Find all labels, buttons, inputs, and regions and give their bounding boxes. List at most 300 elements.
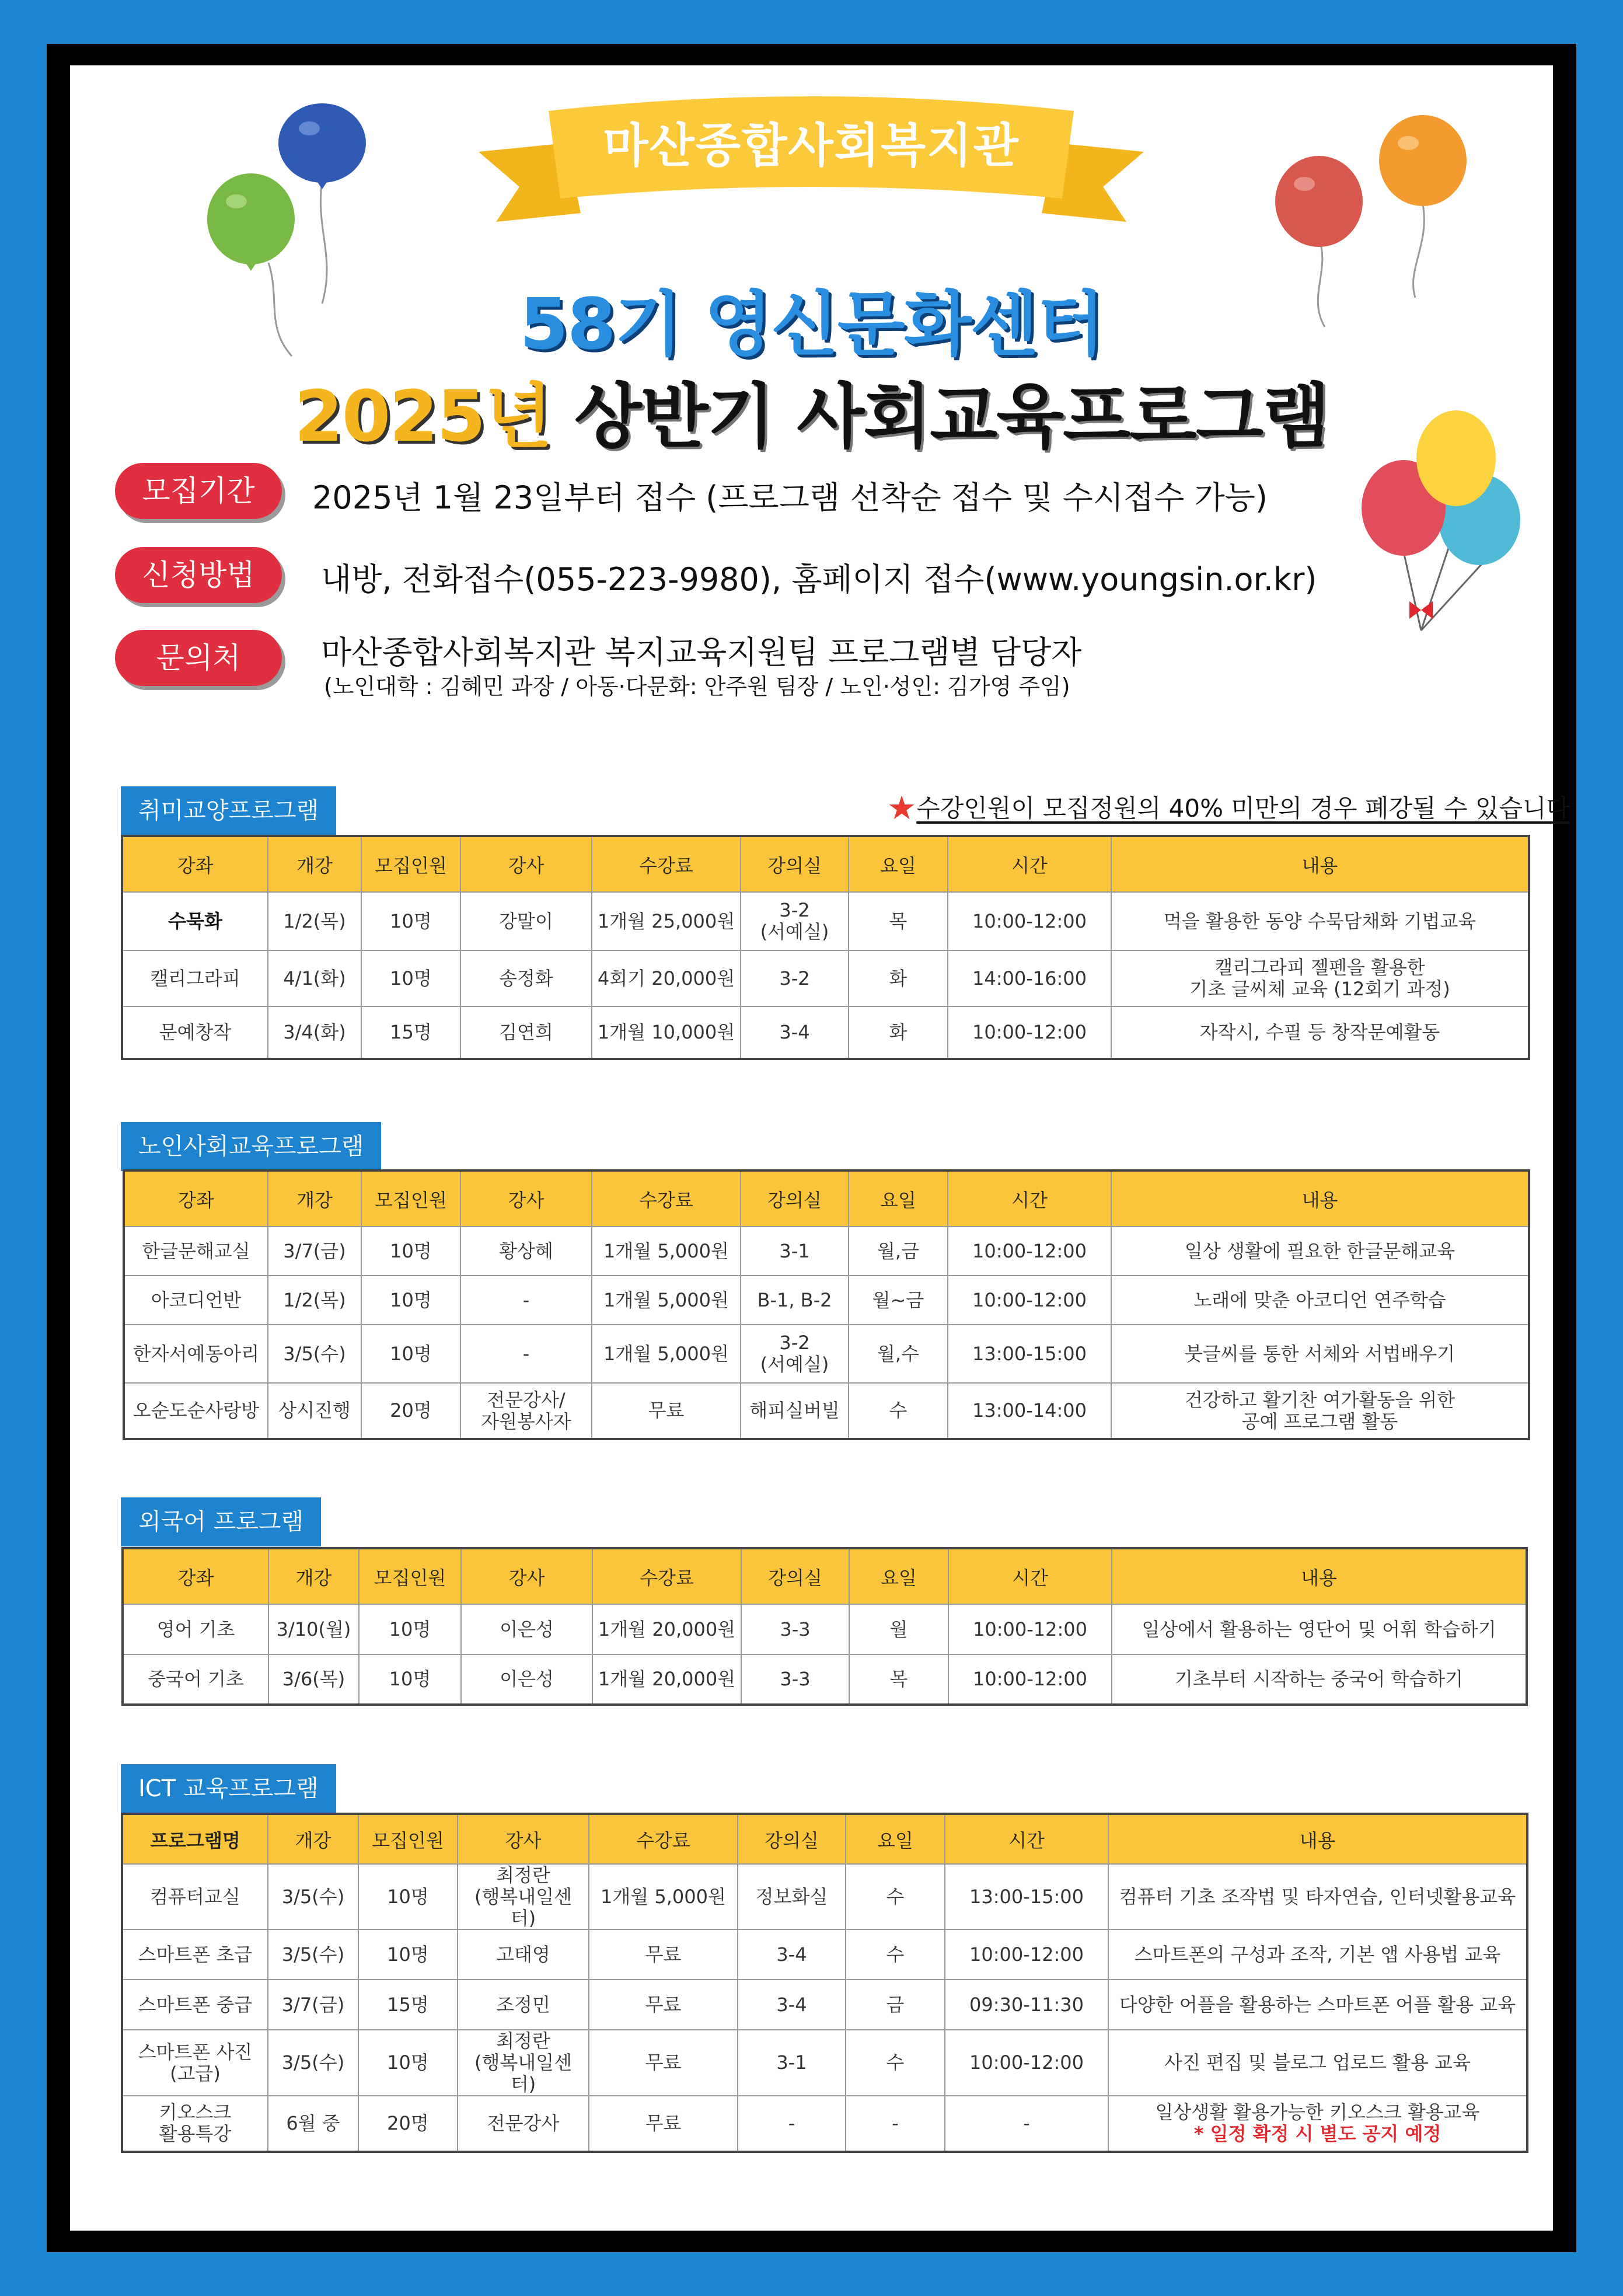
cell-text: 수 <box>886 2051 905 2074</box>
column-header: 강사 <box>460 836 592 892</box>
cell-text: B-1, B-2 <box>757 1288 832 1311</box>
cell-text: 화 <box>889 1021 908 1044</box>
cell-text: 이은성 <box>500 1668 554 1691</box>
table-row <box>122 892 1529 950</box>
contact-text: 마산종합사회복지관 복지교육지원팀 프로그램별 담당자 <box>321 634 1082 671</box>
header-row <box>122 836 1529 892</box>
cell-text: 10명 <box>389 1668 431 1691</box>
table-cell <box>358 2096 458 2152</box>
column-header: 프로그램명 <box>122 1814 268 1864</box>
table-cell <box>948 1383 1111 1439</box>
column-header: 내용 <box>1108 1814 1527 1864</box>
cell-text: 월,수 <box>877 1342 919 1365</box>
cell-text: (고급) <box>170 2062 221 2085</box>
table-cell <box>849 1654 948 1705</box>
cell-text: 김연희 <box>499 1021 553 1044</box>
table-cell <box>849 892 948 950</box>
table-cell <box>846 1980 945 2030</box>
table-cell <box>846 2030 945 2095</box>
table-cell <box>358 1864 458 1929</box>
cell-text: 3/5(수) <box>281 1943 345 1966</box>
column-header: 내용 <box>1111 836 1529 892</box>
table-cell <box>849 1227 948 1276</box>
table-cell <box>592 892 741 950</box>
table-cell <box>268 1227 361 1276</box>
table-cell <box>846 1929 945 1980</box>
column-header: 시간 <box>948 1170 1111 1227</box>
cell-text: 해피실버빌 <box>749 1399 840 1422</box>
table-cell <box>122 1864 268 1929</box>
table-row <box>124 1276 1529 1325</box>
table-cell <box>948 1227 1111 1276</box>
cell-text: 다양한 어플을 활용하는 스마트폰 어플 활용 교육 <box>1119 1993 1516 2016</box>
column-header: 강의실 <box>741 1170 849 1227</box>
table-row <box>122 2096 1527 2152</box>
cell-text: 월~금 <box>872 1288 924 1311</box>
table-cell <box>589 1929 738 1980</box>
header-row <box>124 1170 1529 1227</box>
cell-text: 무료 <box>645 2112 682 2134</box>
cell-text: 공예 프로그램 활동 <box>1241 1410 1398 1433</box>
table-cell <box>741 1227 849 1276</box>
column-header: 강사 <box>458 1814 589 1864</box>
cell-text: 1개월 25,000원 <box>597 910 735 932</box>
table-cell <box>460 950 592 1006</box>
table-cell <box>948 1604 1112 1654</box>
cell-text: 조정민 <box>496 1993 550 2016</box>
cell-text: 황상혜 <box>499 1239 553 1262</box>
table-cell <box>1112 1604 1527 1654</box>
cell-text: 3-1 <box>776 2051 807 2074</box>
pill-contact: 문의처 <box>115 630 282 686</box>
cell-text: 캘리그라피 <box>150 967 240 990</box>
cell-text: 3-4 <box>776 1943 807 1966</box>
cell-text: 3-2 <box>779 1332 810 1354</box>
cell-text: 먹을 활용한 동양 수묵담채화 기법교육 <box>1163 910 1477 932</box>
column-header: 개강 <box>268 1548 359 1604</box>
table-cell <box>589 1980 738 2030</box>
column-header: 내용 <box>1112 1548 1527 1604</box>
cell-text: (행복내일센터) <box>474 2051 573 2095</box>
schedule-footnote: * 일정 확정 시 별도 공지 예정 <box>1193 2123 1441 2145</box>
cell-text: 3-3 <box>780 1668 811 1691</box>
table-cell <box>123 1604 268 1654</box>
cell-text: 영어 기초 <box>156 1618 235 1640</box>
cell-text: - <box>522 1288 530 1311</box>
cell-text: 붓글씨를 통한 서체와 서법배우기 <box>1184 1342 1456 1365</box>
cell-text: 이은성 <box>500 1618 554 1640</box>
section-label-hobby: 취미교양프로그램 <box>121 786 336 835</box>
table-row <box>122 1980 1527 2030</box>
table-cell <box>738 1864 846 1929</box>
cell-text: 월,금 <box>877 1239 919 1262</box>
table-cell <box>122 1006 268 1059</box>
cell-text: 스마트폰의 구성과 조작, 기본 앱 사용법 교육 <box>1134 1943 1501 1966</box>
table-hobby <box>121 835 1530 1060</box>
cell-text: 무료 <box>645 1993 682 2016</box>
table-cell <box>124 1276 268 1325</box>
table-row <box>122 1929 1527 1980</box>
column-header: 모집인원 <box>361 836 460 892</box>
table-cell <box>361 892 460 950</box>
column-header: 강사 <box>460 1170 592 1227</box>
column-header: 모집인원 <box>358 1814 458 1864</box>
cell-text: 건강하고 활기찬 여가활동을 위한 <box>1184 1388 1456 1411</box>
cell-text: 노래에 맞춘 아코디언 연주학습 <box>1193 1288 1446 1311</box>
section-label-senior: 노인사회교육프로그램 <box>121 1122 381 1171</box>
column-header: 강사 <box>461 1548 592 1604</box>
table-cell <box>592 1654 741 1705</box>
cell-text: 사진 편집 및 블로그 업로드 활용 교육 <box>1164 2051 1471 2074</box>
header-row <box>122 1814 1527 1864</box>
cell-text: 10:00-12:00 <box>973 1618 1087 1640</box>
cell-text: 오순도순사랑방 <box>132 1399 260 1422</box>
cell-text: 10명 <box>390 1288 432 1311</box>
table-cell <box>741 892 849 950</box>
table-cell <box>460 1227 592 1276</box>
table-cell <box>592 950 741 1006</box>
cell-text: 수 <box>886 1885 905 1908</box>
column-header: 강의실 <box>738 1814 846 1864</box>
cell-text: 수묵화 <box>168 910 222 932</box>
table-cell <box>358 2030 458 2095</box>
table-cell <box>1111 950 1529 1006</box>
table-cell <box>268 1325 361 1383</box>
cell-text: 전문강사/ <box>487 1388 566 1411</box>
table-cell <box>458 2030 589 2095</box>
table-cell <box>458 1929 589 1980</box>
cell-text: 무료 <box>645 2051 682 2074</box>
cell-text: 스마트폰 중급 <box>138 1993 253 2016</box>
table-cell <box>460 1276 592 1325</box>
cell-text: 15명 <box>387 1993 429 2016</box>
table-cell <box>1108 2096 1527 2152</box>
cell-text: 수 <box>889 1399 908 1422</box>
column-header: 모집인원 <box>359 1548 461 1604</box>
table-cell <box>741 1654 849 1705</box>
column-header: 강좌 <box>124 1170 268 1227</box>
cell-text: - <box>788 2112 795 2134</box>
cell-text: 한글문해교실 <box>142 1239 250 1262</box>
table-cell <box>1111 1325 1529 1383</box>
cell-text: 1개월 20,000원 <box>598 1668 736 1691</box>
table-cell <box>458 1980 589 2030</box>
cell-text: 10명 <box>387 2051 429 2074</box>
cell-text: 6월 중 <box>286 2112 340 2134</box>
column-header: 개강 <box>268 836 361 892</box>
cell-text: 1개월 20,000원 <box>598 1618 736 1640</box>
table-cell <box>268 950 361 1006</box>
cell-text: 10명 <box>390 1239 432 1262</box>
cell-text: 3/7(금) <box>281 1993 345 2016</box>
cell-text: (서예실) <box>760 1353 829 1375</box>
cell-text: 3-2 <box>779 967 810 990</box>
table-cell <box>738 1980 846 2030</box>
table-cell <box>358 1929 458 1980</box>
cell-text: 전문강사 <box>487 2112 560 2134</box>
cell-text: 스마트폰 초급 <box>138 1943 253 1966</box>
table-cell <box>1111 1227 1529 1276</box>
table-cell <box>741 1276 849 1325</box>
table-cell <box>123 1654 268 1705</box>
table-cell <box>592 1227 741 1276</box>
table-cell <box>461 1654 592 1705</box>
table-cell <box>1108 1864 1527 1929</box>
table-cell <box>945 1980 1108 2030</box>
table-cell <box>268 892 361 950</box>
recruit-period-text: 2025년 1월 23일부터 접수 (프로그램 선착순 접수 및 수시접수 가능) <box>312 479 1268 516</box>
cell-text: 강말이 <box>499 910 553 932</box>
cell-text: 활용특강 <box>159 2123 232 2145</box>
cell-text: 10명 <box>390 967 432 990</box>
table-row <box>124 1227 1529 1276</box>
table-cell <box>122 1929 268 1980</box>
cell-text: 목 <box>889 1668 908 1691</box>
closure-notice <box>887 789 1570 827</box>
table-cell <box>458 1864 589 1929</box>
table-cell <box>589 2030 738 2095</box>
cell-text: 4회기 20,000원 <box>597 967 735 990</box>
column-header: 수강료 <box>592 1170 741 1227</box>
table-cell <box>361 1276 460 1325</box>
cell-text: 14:00-16:00 <box>972 967 1087 990</box>
table-cell <box>741 1604 849 1654</box>
cell-text: 10명 <box>387 1885 429 1908</box>
table-ict <box>121 1813 1528 2153</box>
table-cell <box>592 1383 741 1439</box>
table-cell <box>948 892 1111 950</box>
table-cell <box>458 2096 589 2152</box>
table-row <box>122 1006 1529 1059</box>
cell-text: 최정란 <box>496 1864 550 1886</box>
cell-text: 10명 <box>390 1342 432 1365</box>
column-header: 개강 <box>268 1814 358 1864</box>
cell-text: 컴퓨터 기초 조작법 및 타자연습, 인터넷활용교육 <box>1119 1885 1516 1908</box>
table-cell <box>361 1383 460 1439</box>
apply-method-text: 내방, 전화접수(055-223-9980), 홈페이지 접수(www.youngsin.or.kr) <box>321 561 1317 598</box>
cell-text: 월 <box>889 1618 908 1640</box>
table-row <box>123 1654 1527 1705</box>
cell-text: 3/7(금) <box>283 1239 346 1262</box>
column-header: 수강료 <box>592 836 741 892</box>
cell-text: 10:00-12:00 <box>969 1943 1084 1966</box>
table-cell <box>589 2096 738 2152</box>
table-cell <box>460 1006 592 1059</box>
table-cell <box>592 1006 741 1059</box>
cell-text: 20명 <box>390 1399 432 1422</box>
table-row <box>124 1383 1529 1439</box>
column-header: 개강 <box>268 1170 361 1227</box>
cell-text: 3/10(월) <box>276 1618 351 1640</box>
cell-text: 화 <box>889 967 908 990</box>
table-row <box>122 950 1529 1006</box>
title-rest: 상반기 사회교육프로그램 <box>551 377 1329 458</box>
table-cell <box>592 1276 741 1325</box>
table-cell <box>849 1325 948 1383</box>
title-year: 2025년 <box>294 377 552 458</box>
table-cell <box>122 2096 268 2152</box>
cell-text: 3/4(화) <box>283 1021 346 1044</box>
cell-text: 3-4 <box>779 1021 810 1044</box>
column-header: 시간 <box>948 1548 1112 1604</box>
cell-text: - <box>892 2112 899 2134</box>
table-row <box>122 2030 1527 2095</box>
cell-text: 3/5(수) <box>281 1885 345 1908</box>
cell-text: 3-4 <box>776 1993 807 2016</box>
column-header: 요일 <box>849 836 948 892</box>
cell-text: 10명 <box>389 1618 431 1640</box>
table-cell <box>1112 1654 1527 1705</box>
cell-text: 상시진행 <box>278 1399 351 1422</box>
table-cell <box>741 950 849 1006</box>
table-cell <box>361 1006 460 1059</box>
table-cell <box>268 1929 358 1980</box>
table-cell <box>122 950 268 1006</box>
cell-text: 10:00-12:00 <box>972 1239 1087 1262</box>
cell-text: 10:00-12:00 <box>972 1021 1087 1044</box>
table-cell <box>1108 1929 1527 1980</box>
cell-text: 3/6(목) <box>282 1668 345 1691</box>
table-cell <box>592 1325 741 1383</box>
table-cell <box>1108 1980 1527 2030</box>
column-header: 모집인원 <box>361 1170 460 1227</box>
cell-text: 4/1(화) <box>283 967 346 990</box>
cell-text: 무료 <box>648 1399 685 1422</box>
cell-text: 3/5(수) <box>281 2051 345 2074</box>
table-cell <box>948 1276 1111 1325</box>
table-cell <box>948 950 1111 1006</box>
table-cell <box>738 2030 846 2095</box>
cell-text: 자작시, 수필 등 창작문예활동 <box>1199 1021 1440 1044</box>
table-cell <box>948 1325 1111 1383</box>
cell-text: (서예실) <box>760 921 829 943</box>
table-cell <box>589 1864 738 1929</box>
cell-text: 캘리그라피 젤펜을 활용한 <box>1214 956 1425 979</box>
cell-text: 아코디언반 <box>151 1288 242 1311</box>
cell-text: (행복내일센터) <box>474 1885 573 1929</box>
column-header: 강의실 <box>741 836 849 892</box>
cell-text: 10명 <box>390 910 432 932</box>
header-row <box>123 1548 1527 1604</box>
cell-text: 10:00-12:00 <box>972 1288 1087 1311</box>
column-header: 내용 <box>1111 1170 1529 1227</box>
table-cell <box>849 1276 948 1325</box>
cell-text: 기초 글씨체 교육 (12회기 과정) <box>1189 978 1450 1000</box>
table-cell <box>849 950 948 1006</box>
cell-text: 10:00-12:00 <box>973 1668 1087 1691</box>
cell-text: 기초부터 시작하는 중국어 학습하기 <box>1174 1668 1464 1691</box>
cell-text: 10명 <box>387 1943 429 1966</box>
pill-apply-method: 신청방법 <box>115 547 282 603</box>
cell-text: 1개월 5,000원 <box>603 1342 729 1365</box>
cell-text: 정보화실 <box>755 1885 828 1908</box>
cell-text: 3-3 <box>780 1618 811 1640</box>
cell-text: - <box>1023 2112 1030 2134</box>
table-cell <box>361 1325 460 1383</box>
table-row <box>124 1325 1529 1383</box>
contact-sub-text: (노인대학 : 김혜민 과장 / 아동·다문화: 안주원 팀장 / 노인·성인: 김가영 주임) <box>324 674 1070 699</box>
table-cell <box>361 1227 460 1276</box>
cell-text: 13:00-15:00 <box>969 1885 1084 1908</box>
table-cell <box>948 1654 1112 1705</box>
cell-text: 1/2(목) <box>283 1288 346 1311</box>
table-cell <box>361 950 460 1006</box>
cell-text: 한자서예동아리 <box>132 1342 260 1365</box>
cell-text: 10:00-12:00 <box>972 910 1087 932</box>
cell-text: 무료 <box>645 1943 682 1966</box>
table-cell <box>945 2096 1108 2152</box>
table-cell <box>741 1383 849 1439</box>
cell-text: 일상생활 활용가능한 키오스크 활용교육 <box>1155 2101 1480 2124</box>
cell-text: 송정화 <box>499 967 553 990</box>
table-cell <box>738 1929 846 1980</box>
pill-recruit-period: 모집기간 <box>115 463 282 519</box>
cell-text: 금 <box>886 1993 905 2016</box>
table-cell <box>945 2030 1108 2095</box>
table-cell <box>122 2030 268 2095</box>
table-cell <box>268 2030 358 2095</box>
column-header: 요일 <box>846 1814 945 1864</box>
cell-text: 09:30-11:30 <box>969 1993 1084 2016</box>
cell-text: 1개월 5,000원 <box>603 1288 729 1311</box>
table-cell <box>460 1383 592 1439</box>
cell-text: 3-1 <box>779 1239 810 1262</box>
cell-text: 13:00-14:00 <box>972 1399 1087 1422</box>
table-cell <box>846 2096 945 2152</box>
table-cell <box>124 1227 268 1276</box>
table-cell <box>460 1325 592 1383</box>
cell-text: 1개월 5,000원 <box>603 1239 729 1262</box>
table-cell <box>268 1604 359 1654</box>
table-cell <box>1111 1006 1529 1059</box>
section-label-language: 외국어 프로그램 <box>121 1497 321 1546</box>
cell-text: 문예창작 <box>159 1021 232 1044</box>
table-cell <box>268 1276 361 1325</box>
table-cell <box>268 1980 358 2030</box>
column-header: 시간 <box>945 1814 1108 1864</box>
cell-text: 수 <box>886 1943 905 1966</box>
cell-text: 10:00-12:00 <box>969 2051 1084 2074</box>
table-row <box>122 1864 1527 1929</box>
column-header: 시간 <box>948 836 1111 892</box>
column-header: 수강료 <box>589 1814 738 1864</box>
column-header: 강의실 <box>741 1548 849 1604</box>
table-cell <box>849 1604 948 1654</box>
table-language <box>121 1547 1528 1706</box>
cell-text: 3-2 <box>779 899 810 922</box>
table-cell <box>1111 892 1529 950</box>
cell-text: 중국어 기초 <box>148 1668 244 1691</box>
column-header: 강좌 <box>123 1548 268 1604</box>
cell-text: 고태영 <box>496 1943 550 1966</box>
table-cell <box>268 1006 361 1059</box>
table-cell <box>268 2096 358 2152</box>
cell-text: 1개월 5,000원 <box>601 1885 726 1908</box>
column-header: 요일 <box>849 1548 948 1604</box>
closure-notice-text: 수강인원이 모집정원의 40% 미만의 경우 폐강될 수 있습니다 <box>916 794 1570 823</box>
title-line2 <box>0 361 1623 461</box>
table-cell <box>268 1383 361 1439</box>
cell-text: 1개월 10,000원 <box>597 1021 735 1044</box>
cell-text: 1/2(목) <box>283 910 346 932</box>
cell-text: 20명 <box>387 2112 429 2134</box>
cell-text: 스마트폰 사진 <box>138 2040 253 2063</box>
cell-text: 최정란 <box>496 2030 550 2053</box>
table-cell <box>849 1006 948 1059</box>
table-cell <box>945 1929 1108 1980</box>
table-cell <box>846 1864 945 1929</box>
column-header: 요일 <box>849 1170 948 1227</box>
